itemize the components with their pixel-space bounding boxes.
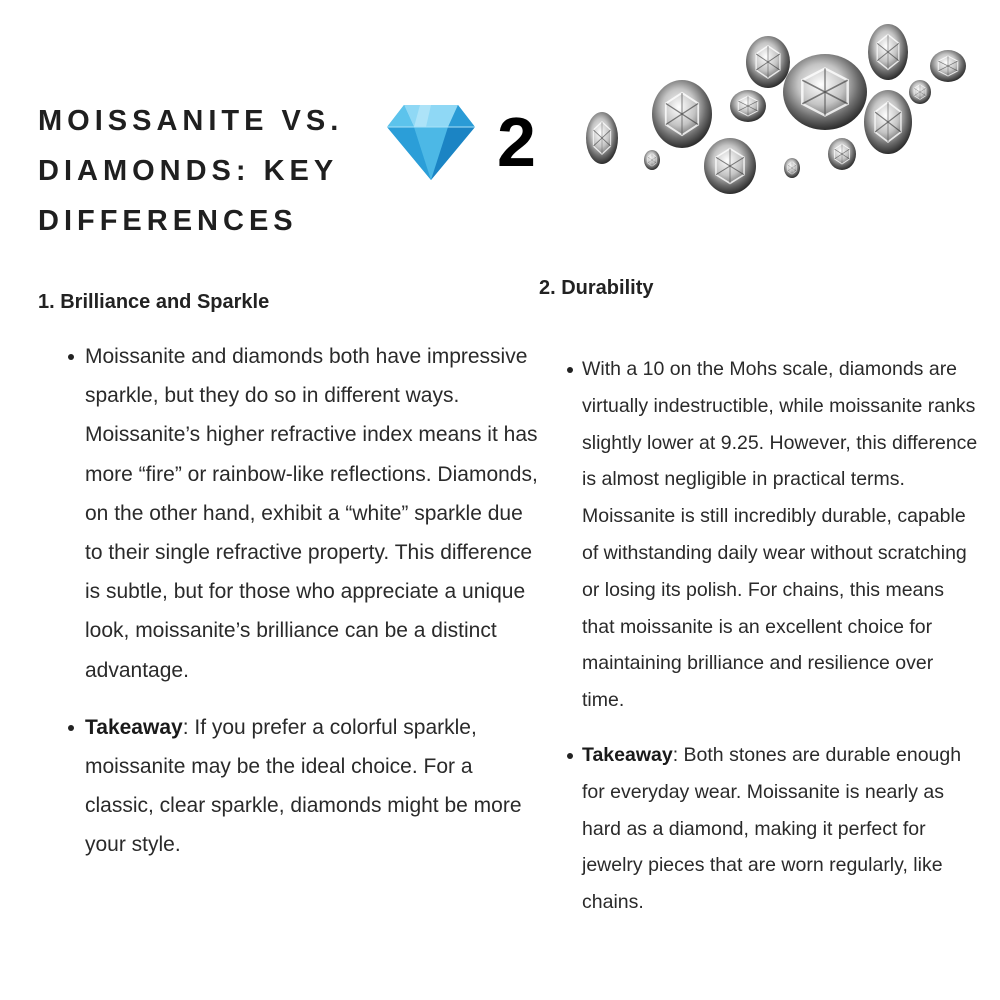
bullet-text: Moissanite and diamonds both have impressive sparkle, but they do so in different ways. Moissanite’s higher refractive index means it has more “fire” or rainbow-like reflections. Diamonds, on the other hand, exhibit a “white” sparkle due to their single refractive property. This difference is subtle, but for those who appreciate a unique look, moissanite’s brilliance can be a distinct advantage. xyxy=(85,345,538,682)
takeaway-label: Takeaway xyxy=(85,715,183,739)
list-item xyxy=(38,708,538,865)
brilliance-bullet-list xyxy=(38,337,538,865)
list-item xyxy=(38,337,538,690)
list-item xyxy=(539,351,979,719)
bullet-text: With a 10 on the Mohs scale, diamonds are virtually indestructible, while moissanite ranks slightly lower at 9.25. However, this difference is almost negligible in practical terms. Moissanite is still incredibly durable, capable of withstanding daily wear without scratching or losing its polish. For chains, this means that moissanite is an excellent choice for maintaining brilliance and resilience over time. xyxy=(582,358,978,712)
section-durability xyxy=(539,273,979,921)
bullet-text: : If you prefer a colorful sparkle, moissanite may be the ideal choice. For a classic, clear sparkle, diamonds might be more your style. xyxy=(85,715,522,857)
scattered-diamonds-photo xyxy=(570,14,970,204)
gem-stone-icon xyxy=(386,103,476,181)
section-heading-brilliance: 1. Brilliance and Sparkle xyxy=(38,291,270,313)
section-brilliance xyxy=(38,287,538,865)
durability-bullet-list xyxy=(539,351,979,921)
page-title: MOISSANITE VS. DIAMONDS: KEY DIFFERENCES xyxy=(38,105,344,237)
section-number-badge: 2 xyxy=(497,103,536,181)
section-heading-durability: 2. Durability xyxy=(539,277,654,299)
takeaway-label: Takeaway xyxy=(582,743,673,766)
list-item xyxy=(539,737,979,921)
bullet-text: : Both stones are durable enough for everyday wear. Moissanite is nearly as hard as a diamond, making it perfect for jewelry pieces that are worn regularly, like chains. xyxy=(582,743,962,914)
